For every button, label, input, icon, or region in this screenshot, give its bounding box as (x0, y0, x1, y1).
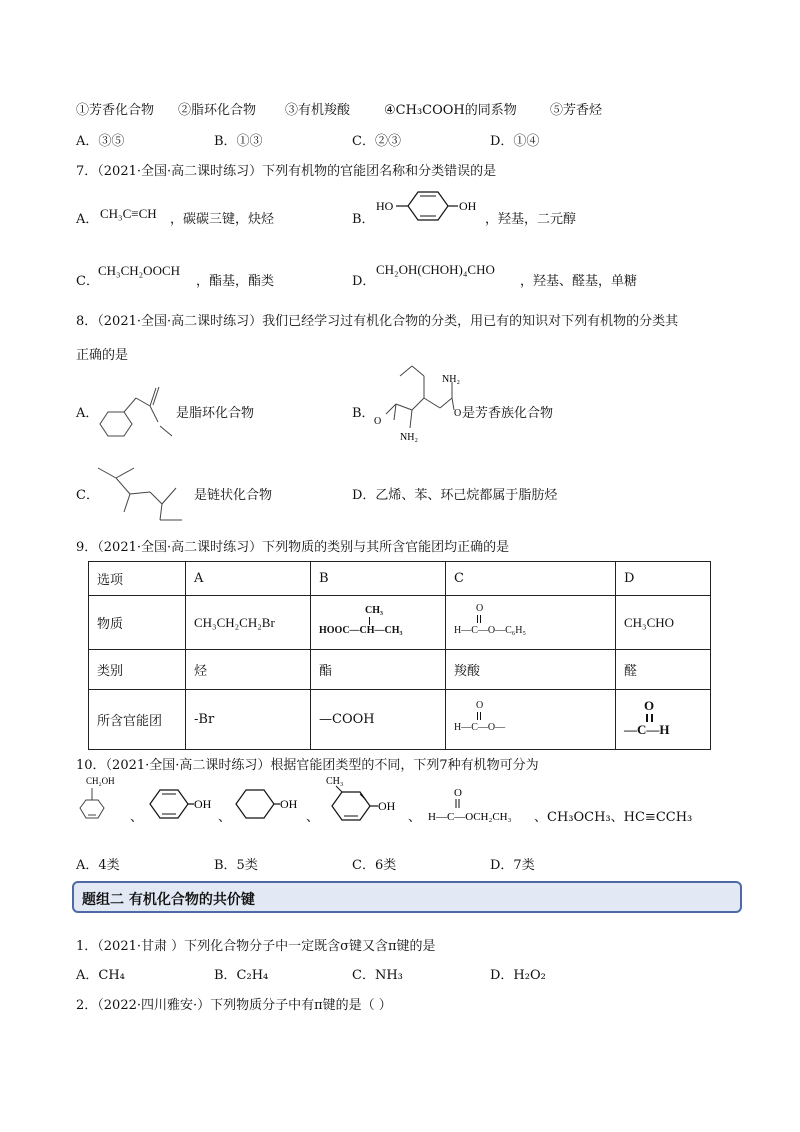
svg-text:OH: OH (459, 199, 477, 213)
svg-text:CH₂OH: CH₂OH (86, 776, 115, 786)
q10-choice-a: A．4类 (76, 858, 120, 873)
svg-text:NH₂: NH₂ (400, 432, 418, 443)
q7-d-text: ，羟基、醛基，单糖 (520, 274, 638, 289)
phenol-structure (146, 780, 222, 830)
ethyl-formate-structure (424, 784, 536, 828)
svg-text:NH₂: NH₂ (442, 374, 460, 385)
substance-b-main: HOOC—CH—CH₃ (319, 624, 403, 636)
q7-b-label: B． (352, 212, 375, 227)
choice-c: C．②③ (352, 134, 401, 149)
q10-choice-b: B．5类 (214, 858, 258, 873)
choice-a: A．③⑤ (76, 134, 125, 149)
branched-alkane-structure (90, 458, 194, 528)
separator: 、 (306, 810, 320, 825)
q7-a-formula: CH₃C≡CH (100, 206, 157, 221)
separator: 、 (408, 810, 422, 825)
svg-text:O: O (454, 408, 462, 419)
q7-stem: 7．（2021·全国·高二课时练习）下列有机物的官能团名称和分类错误的是 (76, 164, 497, 179)
benzyl-ester-structure (92, 382, 180, 442)
row-label: 物质 (89, 596, 186, 650)
group-b: —COOH (311, 690, 446, 750)
choice-d: D．①④ (490, 134, 540, 149)
group-d (616, 690, 711, 750)
choice-b: B．①③ (214, 134, 263, 149)
substance-c-main: H—C—O—C₆H₅ (454, 624, 526, 636)
s2q2-stem: 2．（2022·四川雅安·）下列物质分子中有π键的是（ ） (76, 998, 392, 1013)
q8-stem-2: 正确的是 (76, 348, 129, 363)
q10-choice-d: D．7类 (490, 858, 535, 873)
svg-text:OH: OH (280, 797, 298, 811)
class-c: 羧酸 (446, 650, 616, 690)
q8-c-label: C． (76, 488, 99, 503)
svg-text:HO: HO (376, 199, 394, 213)
svg-text:OH: OH (194, 797, 212, 811)
diamide-structure (372, 358, 468, 448)
q8-c-text: 是链状化合物 (194, 488, 273, 503)
group-c (446, 690, 616, 750)
svg-text:CH₃: CH₃ (326, 776, 344, 787)
group-d-main: —C—H (624, 721, 670, 737)
substance-a: CH₃CH₂CH₂Br (186, 596, 311, 650)
q7-d-label: D． (352, 274, 376, 289)
cresol-structure (318, 772, 414, 832)
substance-c-o: O (476, 602, 484, 614)
s2q1-choice-a: A．CH₄ (76, 968, 125, 983)
q7-d-formula: CH₂OH(CHOH)₄CHO (376, 262, 495, 277)
option-item-5: ⑤芳香烃 (550, 103, 603, 118)
group-c-o: O (476, 699, 484, 711)
q8-stem-1: 8．（2021·全国·高二课时练习）我们已经学习过有机化合物的分类，用已有的知识对下列有机物的分类其 (76, 314, 679, 329)
option-item-2: ②脂环化合物 (178, 103, 257, 118)
q9-stem: 9．（2021·全国·高二课时练习）下列物质的类别与其所含官能团均正确的是 (76, 540, 510, 555)
separator: 、 (218, 810, 232, 825)
substance-c (446, 596, 616, 650)
q7-c-text: ，酯基，酯类 (196, 274, 275, 289)
row-label: 所含官能团 (89, 690, 186, 750)
q8-b-text: 是芳香族化合物 (462, 406, 554, 421)
substance-b (311, 596, 446, 650)
class-d: 醛 (616, 650, 711, 690)
cyclohexanol-structure (232, 780, 308, 830)
q10-choice-c: C．6类 (352, 858, 397, 873)
q8-a-text: 是脂环化合物 (176, 406, 255, 421)
header-cell: B (311, 562, 446, 596)
s2q1-choice-b: B．C₂H₄ (214, 968, 269, 983)
q7-a-label: A． (76, 212, 99, 227)
q7-a-text: ，碳碳三键，炔烃 (170, 212, 275, 227)
svg-text:H—C—OCH₂CH₃: H—C—OCH₂CH₃ (428, 811, 512, 823)
q8-a-label: A． (76, 406, 99, 421)
q9-table (88, 561, 711, 750)
option-item-4: ④CH₃COOH的同系物 (384, 103, 517, 118)
q8-b-label: B． (352, 406, 375, 421)
hydroquinone-structure (374, 188, 494, 238)
group-a: -Br (186, 690, 311, 750)
q10-tail: 、CH₃OCH₃、HC≡CCH₃ (534, 810, 693, 825)
header-cell: D (616, 562, 711, 596)
s2q1-stem: 1．（2021·甘肃 ）下列化合物分子中一定既含σ键又含π键的是 (76, 939, 436, 954)
row-label: 类别 (89, 650, 186, 690)
class-b: 酯 (311, 650, 446, 690)
group-d-o: O (644, 697, 655, 713)
substance-b-ch3: CH₃ (365, 604, 383, 616)
option-item-3: ③有机羧酸 (285, 103, 351, 118)
double-bond (646, 714, 653, 722)
q8-d-text: D．乙烯、苯、环己烷都属于脂肪烃 (352, 488, 558, 503)
separator: 、 (130, 810, 144, 825)
svg-text:O: O (374, 416, 382, 427)
header-cell: 选项 (89, 562, 186, 596)
q7-b-text: ，羟基，二元醇 (485, 212, 577, 227)
svg-text:O: O (454, 787, 462, 799)
svg-text:OH: OH (378, 799, 396, 813)
s2q1-choice-d: D．H₂O₂ (490, 968, 546, 983)
q10-stem: 10．（2021·全国·高二课时练习）根据官能团类型的不同，下列7种有机物可分为 (76, 758, 539, 773)
option-item-1: ①芳香化合物 (76, 103, 155, 118)
class-a: 烃 (186, 650, 311, 690)
double-bond (477, 615, 481, 623)
substance-d: CH₃CHO (616, 596, 711, 650)
q7-c-label: C． (76, 274, 99, 289)
double-bond (477, 712, 481, 720)
benzyl-alcohol-structure (70, 772, 140, 838)
s2q1-choice-c: C．NH₃ (352, 968, 403, 983)
group-c-main: H—C—O— (454, 721, 506, 733)
section-title: 题组二 有机化合物的共价键 (82, 892, 255, 908)
header-cell: A (186, 562, 311, 596)
header-cell: C (446, 562, 616, 596)
bond-line (369, 617, 370, 625)
section-banner (72, 881, 742, 913)
q7-c-formula: CH₃CH₂OOCH (98, 263, 181, 278)
